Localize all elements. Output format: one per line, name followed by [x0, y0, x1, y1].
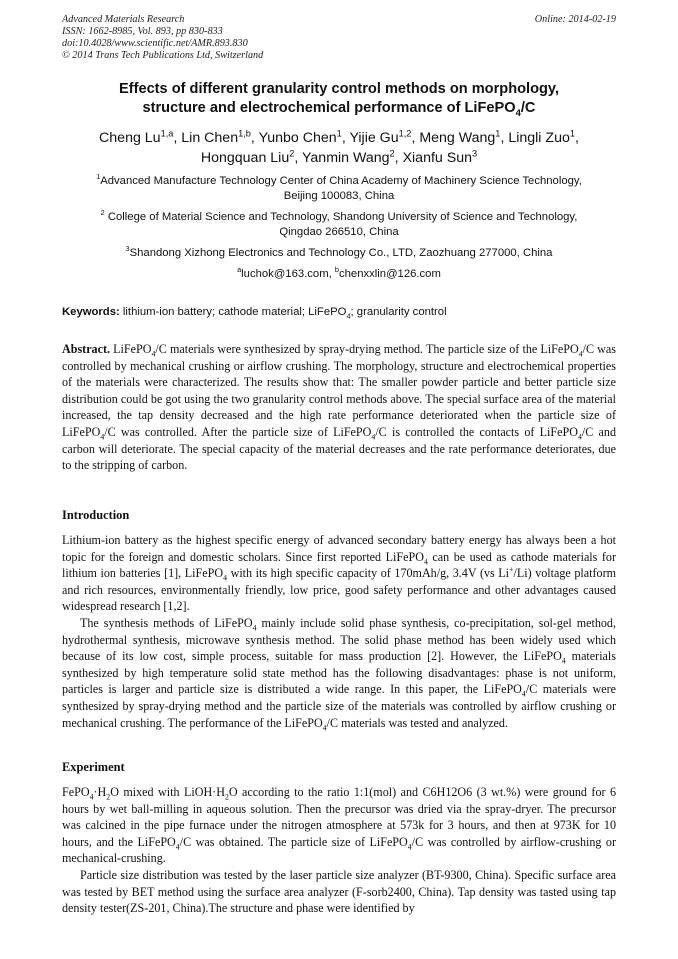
affiliation-3: $^3$Shandong Xizhong Electronics and Technology Co., LTD, Zaozhuang 277000, China	[125, 244, 553, 259]
experiment-paragraph-1: $FePO_4\cdot H_2O$ mixed with $LiOH\cdot H_2O$ according to the ratio 1:1(mol) and C6H12O6 (3 wt.%) were ground for 6 hours by wet ball-milling in aqueous solution. Then the precursor was dried via the spray-dryer. The precursor was calcined in the pipe furnace under the nitrogen atmosphere at 573k for 3 hours, and then at 973K for 10 hours, and the LiFePO$_4$/C was obtained. The particle size of LiFePO$_4$/C was controlled by airflow-crushing or mechanical-crushing.	[62, 785, 617, 866]
author: Cheng Lu	[99, 130, 161, 146]
affiliation-1: $^1$Advanced Manufacture Technology Center of China Academy of Machinery Science Technology, Beijing 100083, China	[96, 172, 582, 202]
affiliation-2: $^2$ College of Material Science and Technology, Shandong University of Science and Technology, Qingdao 266510, China	[100, 208, 578, 238]
introduction-section	[62, 508, 616, 731]
abstract: Abstract. LiFePO$_4$/C materials were synthesized by spray-drying method. The particle size of the LiFePO$_4$/C was controlled by mechanical crushing or airflow crushing. The morphology, structure and electrochemical properties of the materials were characterized. The results show that: The smaller powder particle and better particle size distribution could be got using the two granularity control methods above. The special surface area of the material increased, the tap density decreased and the high rate performance deteriorated when the particle size of LiFePO$_4$/C was controlled. After the particle size of LiFePO$_4$/C is controlled the contacts of LiFePO$_4$/C and carbon will deteriorate. The special capacity of the material decreases and the rate performance deteriorates, due to the stripping of carbon.	[62, 342, 616, 473]
title-line-2: structure and electrochemical performance of LiFePO$_4$/C	[142, 100, 536, 119]
issn-line: ISSN: 1662-8985, Vol. 893, pp 830-833	[62, 26, 223, 37]
title-line-1: Effects of different granularity control methods on morphology,	[119, 81, 559, 97]
introduction-paragraph-1: Lithium-ion battery as the highest specific energy of advanced secondary battery energy has always been a hot topic for the foreign and domestic scholars. Since first reported LiFePO$_4$ can be used as cathode materials for lithium ion batteries [1], LiFePO$_4$ with its high specific capacity of 170mAh/g, 3.4V (vs Li+/Li) voltage platform and rich resources, environmentally friendly, low price, good safety performance and other advantages caused widespread research [1,2].	[62, 533, 617, 614]
experiment-section	[62, 760, 616, 917]
keywords: Keywords: lithium-ion battery; cathode material; LiFePO$_4$; granularity control	[62, 306, 447, 321]
author: Lingli Zuo	[508, 130, 570, 146]
introduction-heading: Introduction	[62, 508, 130, 522]
author-line-2: Hongquan Liu$^2$, Yanmin Wang$^2$, Xianfu Sun$^3$	[200, 148, 478, 166]
email-b: chenxxlin@126.com	[338, 268, 441, 280]
author-emails: $^a$luchok@163.com, $^b$chenxxlin@126.com	[237, 265, 441, 280]
author: Hongquan Liu	[200, 150, 290, 166]
author: Yijie Gu	[349, 130, 399, 146]
experiment-heading: Experiment	[62, 760, 125, 774]
experiment-paragraph-2: Particle size distribution was tested by the laser particle size analyzer (BT-9300, China). Specific surface area was tested by BET method using the surface area analyzer (F-sorb2400, China). Tap density was tasted using tap density tester(ZS-201, China).The structure and phase were identified by	[62, 867, 616, 916]
author: Xianfu Sun	[402, 150, 472, 166]
paper-title	[62, 80, 616, 118]
journal-name: Advanced Materials Research	[62, 14, 185, 25]
doi-line: doi:10.4028/www.scientific.net/AMR.893.830	[62, 38, 248, 49]
online-date: Online: 2014-02-19	[534, 14, 616, 25]
author: Yanmin Wang	[302, 150, 390, 166]
author: Meng Wang	[419, 130, 496, 146]
introduction-paragraph-2: The synthesis methods of LiFePO$_4$ mainly include solid phase synthesis, co-precipitation, sol-gel method, hydrothermal synthesis, microwave synthesis method. The solid phase method has been widely used which because of its low cost, simple process, suitable for mass production [2]. However, the LiFePO$_4$ materials synthesized by high temperature solid state method has the following disadvantages: phase is not uniform, particles is larger and particle size is distributed a wide range. In this paper, the LiFePO$_4$/C materials were synthesized by spray-drying method and the particle size of the materials was controlled by airflow crushing or mechanical crushing. The performance of the LiFePO$_4$/C materials was tested and analyzed.	[62, 615, 616, 732]
keywords-label: Keywords:	[62, 306, 120, 318]
author-line-1: Cheng Lu$^{1,a}$, Lin Chen$^{1,b}$, Yunbo Chen$^1$, Yijie Gu$^{1,2}$, Meng Wang$^1$, Lingli Zuo$^1$,	[99, 128, 579, 146]
affiliations	[62, 174, 616, 288]
copyright-line: © 2014 Trans Tech Publications Ltd, Switzerland	[62, 50, 264, 61]
abstract-label: Abstract.	[62, 342, 111, 356]
journal-header	[62, 14, 616, 62]
email-a: luchok@163.com	[241, 268, 329, 280]
author: Yunbo Chen	[258, 130, 337, 146]
author: Lin Chen	[181, 130, 239, 146]
author-list	[62, 128, 616, 168]
